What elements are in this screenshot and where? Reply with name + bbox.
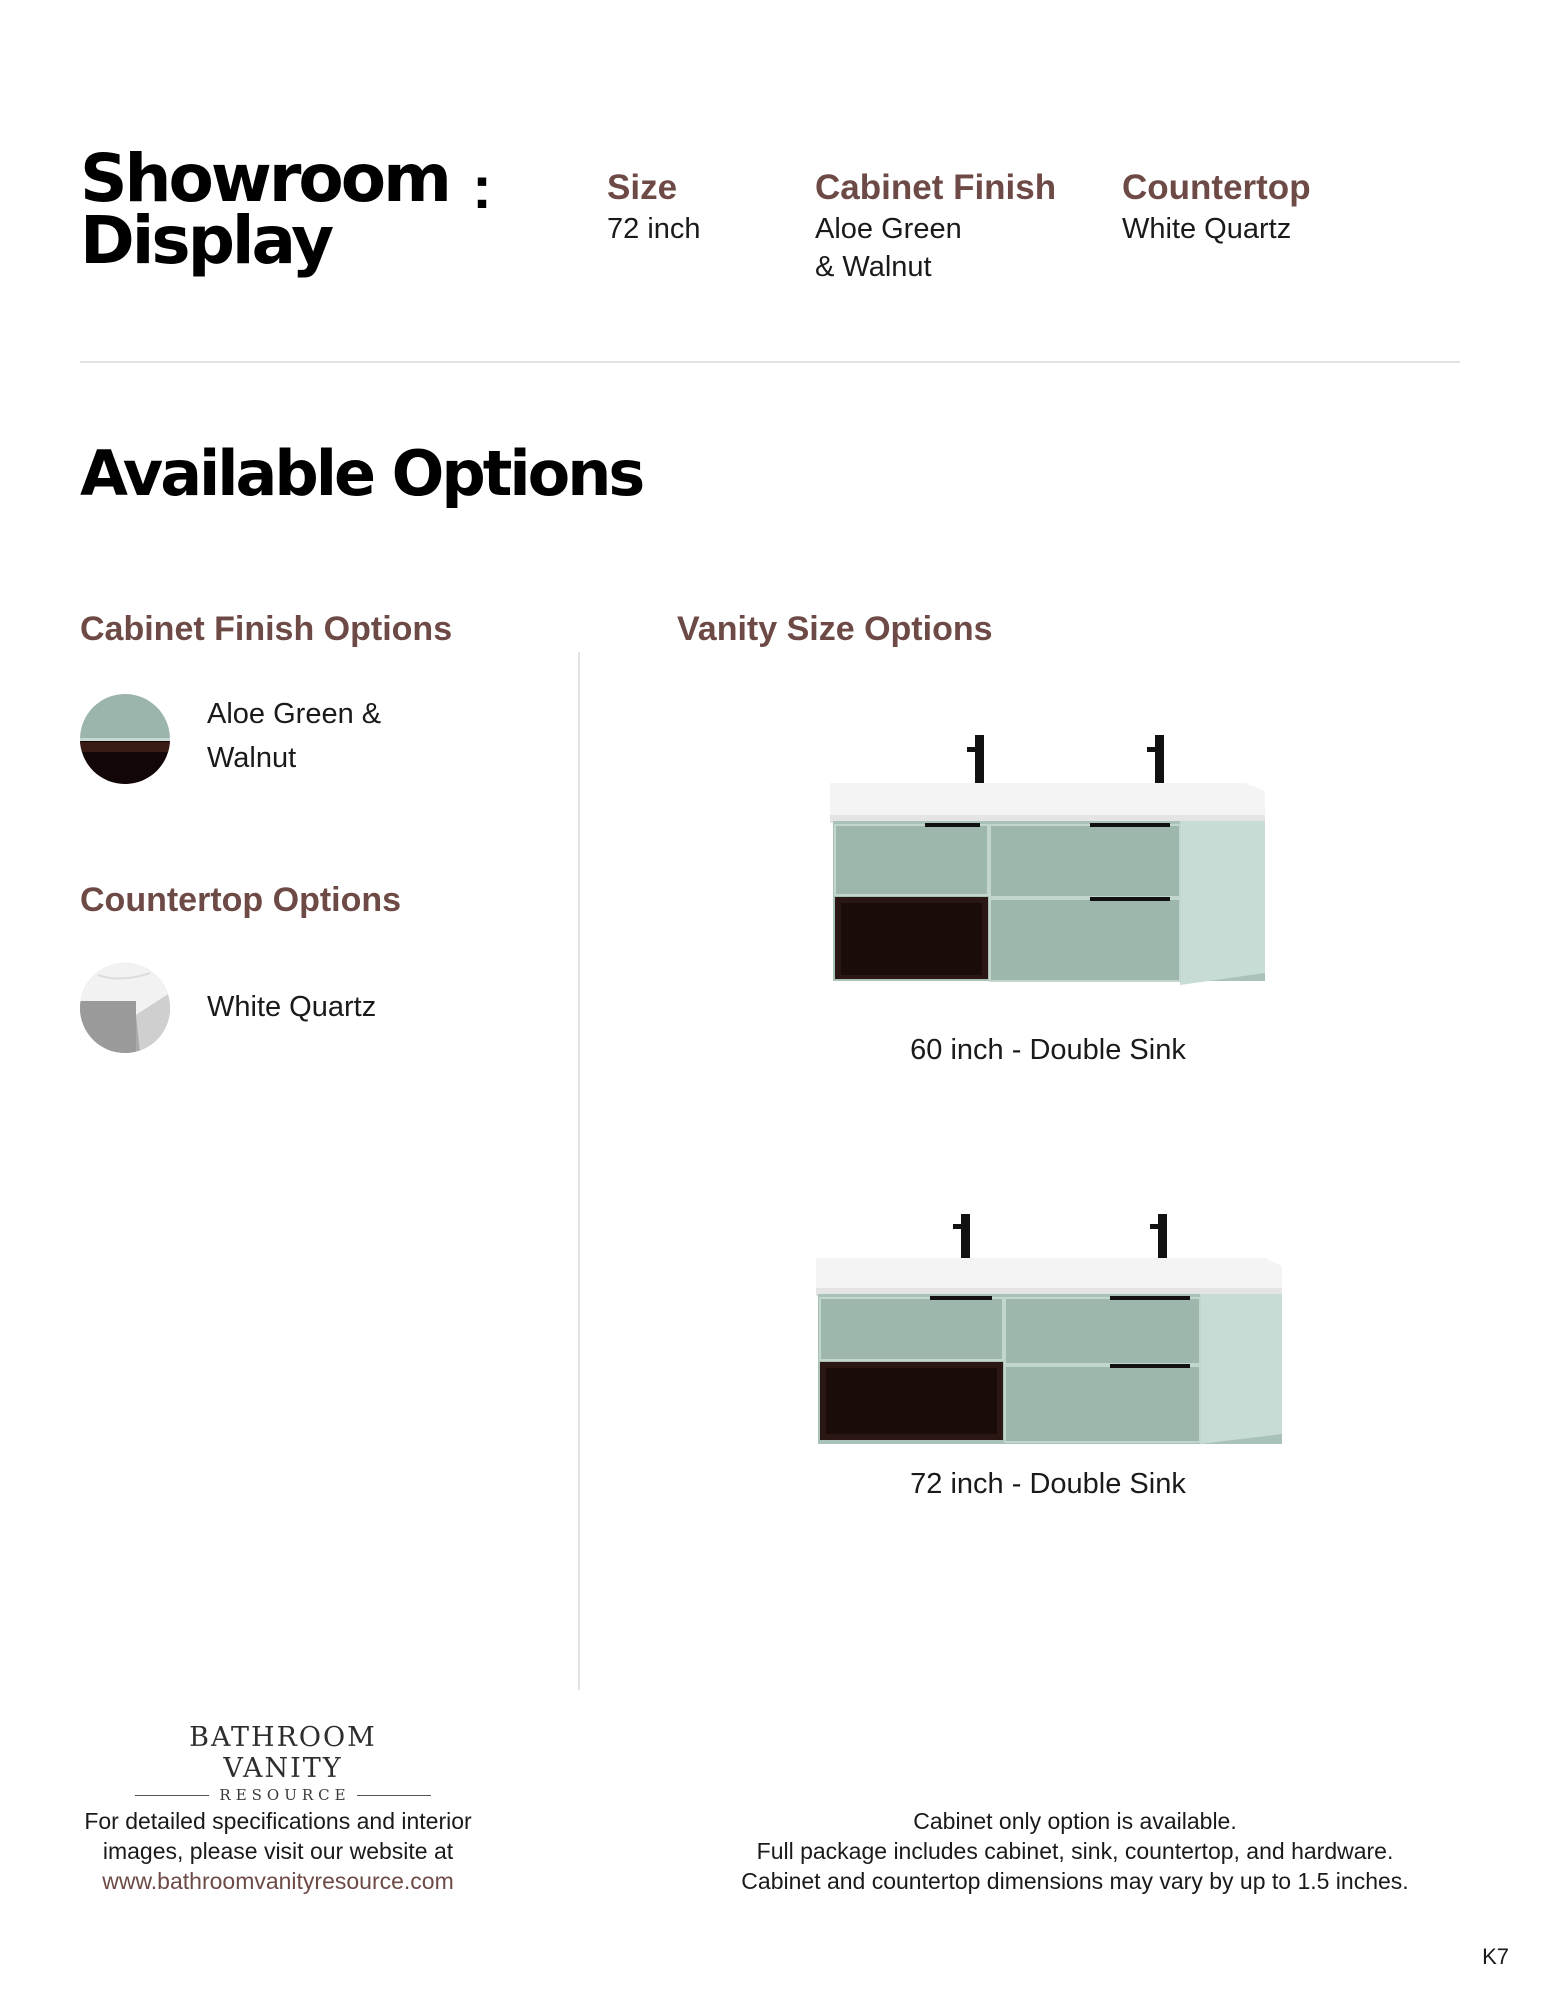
spec-cabinet-finish: [815, 166, 1056, 286]
aloe-green-walnut-swatch: [80, 694, 170, 784]
countertop-option-label: White Quartz: [207, 991, 377, 1023]
footer-website-note: [48, 1806, 508, 1896]
available-options-title: Available Options: [80, 437, 643, 510]
vanity-size-options-heading: Vanity Size Options: [677, 610, 993, 648]
spec-size-value: 72 inch: [607, 213, 701, 245]
cabinet-finish-options-heading: Cabinet Finish Options: [80, 610, 453, 648]
cabinet-finish-option-line-1: Aloe Green &: [207, 698, 382, 730]
logo-rule-right: [357, 1795, 431, 1796]
page-title: [80, 140, 449, 279]
vanity-72-inch-caption: 72 inch - Double Sink: [910, 1468, 1186, 1500]
logo-wordmark-top: BATHROOM VANITY: [189, 1722, 377, 1784]
brand-logo: [128, 1722, 438, 1804]
footer-left-line-2: images, please visit our website at: [102, 1838, 454, 1864]
spec-size: [607, 166, 701, 248]
vanity-60-inch-image: [825, 733, 1270, 998]
title-colon: :: [472, 154, 492, 221]
spec-cabinet-finish-label: Cabinet Finish: [815, 168, 1057, 207]
website-link[interactable]: www.bathroomvanityresource.com: [102, 1868, 454, 1894]
logo-wordmark-bottom: RESOURCE: [219, 1786, 351, 1804]
white-quartz-swatch: [80, 963, 170, 1053]
footer-left-line-1: For detailed specifications and interior: [84, 1808, 472, 1834]
title-line-2: Display: [80, 202, 332, 279]
spec-cabinet-finish-value-2: & Walnut: [815, 251, 932, 283]
spec-countertop: [1122, 166, 1311, 248]
header-divider: [80, 361, 1460, 363]
vanity-60-inch-caption: 60 inch - Double Sink: [910, 1034, 1186, 1066]
spec-countertop-value: White Quartz: [1122, 213, 1292, 245]
spec-cabinet-finish-value-1: Aloe Green: [815, 213, 962, 245]
spec-size-label: Size: [607, 168, 678, 207]
spec-countertop-label: Countertop: [1122, 168, 1311, 207]
title-line-1: Showroom: [80, 140, 449, 217]
page-number: K7: [1482, 1944, 1509, 1969]
cabinet-finish-option-line-2: Walnut: [207, 742, 297, 774]
column-divider: [578, 652, 580, 1690]
countertop-options-heading: Countertop Options: [80, 881, 402, 919]
footer-right-line-2: Full package includes cabinet, sink, countertop, and hardware.: [756, 1838, 1394, 1864]
footer-right-line-1: Cabinet only option is available.: [913, 1808, 1237, 1834]
cabinet-finish-option-label: [207, 692, 381, 780]
footer-package-note: [690, 1806, 1460, 1896]
footer-right-line-3: Cabinet and countertop dimensions may vary by up to 1.5 inches.: [741, 1868, 1409, 1894]
logo-rule-left: [135, 1795, 209, 1796]
vanity-72-inch-image: [810, 1212, 1290, 1457]
